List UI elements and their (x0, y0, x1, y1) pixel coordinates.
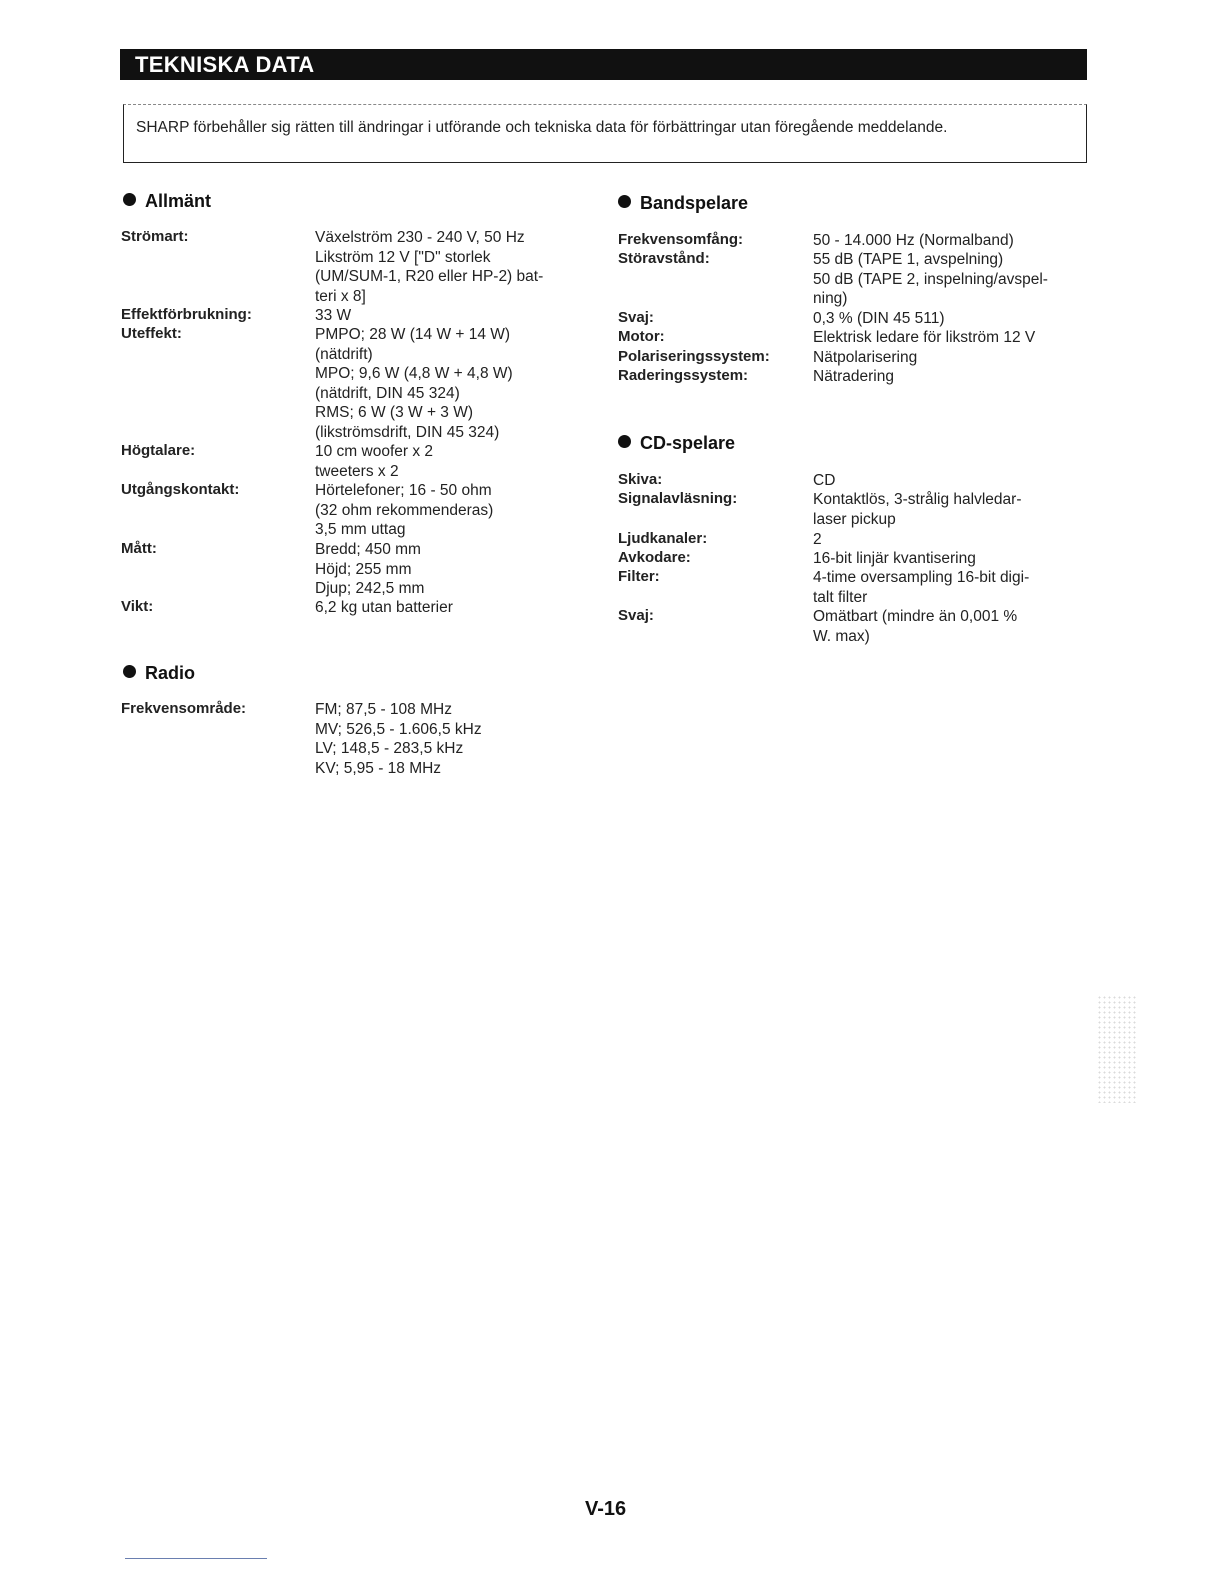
spec-line: 16-bit linjär kvantisering (813, 550, 976, 567)
spec-label: Utgångskontakt: (121, 481, 240, 498)
spec-value (813, 348, 917, 368)
spec-label: Polariseringssystem: (618, 348, 770, 365)
spec-line: talt filter (813, 588, 868, 606)
spec-line: MPO; 9,6 W (4,8 W + 4,8 W) (315, 365, 513, 382)
spec-line: FM; 87,5 - 108 MHz (315, 701, 452, 718)
spec-value (813, 471, 835, 491)
section-heading (618, 193, 748, 214)
spec-line: KV; 5,95 - 18 MHz (315, 759, 442, 777)
spec-label: Filter: (618, 568, 660, 585)
spec-line: W. max) (813, 627, 870, 645)
title-bar (120, 49, 1087, 80)
spec-label: Ljudkanaler: (618, 530, 708, 547)
spec-label: Svaj: (618, 607, 654, 624)
spec-label: Skiva: (618, 471, 663, 488)
spec-line: 55 dB (TAPE 1, avspelning) (813, 251, 1004, 268)
spec-line: 50 - 14.000 Hz (Normalband) (813, 232, 1014, 249)
spec-value (813, 490, 1022, 529)
spec-label: Högtalare: (121, 442, 196, 459)
spec-label: Raderingssystem: (618, 367, 749, 384)
spec-line: Höjd; 255 mm (315, 560, 412, 578)
bullet-icon (123, 193, 136, 206)
spec-line: 6,2 kg utan batterier (315, 599, 453, 616)
spec-value (315, 700, 482, 778)
spec-label: Frekvensområde: (121, 700, 247, 717)
notice-text: SHARP förbehåller sig rätten till ändringar i utförande och tekniska data för förbättringar utan föregående meddelande. (136, 119, 948, 136)
spec-value (315, 442, 433, 481)
section-heading-text: CD-spelare (640, 433, 736, 453)
spec-line: (nätdrift, DIN 45 324) (315, 384, 460, 402)
spec-line: CD (813, 472, 836, 489)
section-heading-text: Allmänt (145, 191, 212, 211)
spec-value (813, 231, 1014, 251)
section-heading (123, 191, 211, 212)
spec-label: Strömart: (121, 228, 189, 245)
section-heading-text: Bandspelare (640, 193, 749, 213)
spec-line: MV; 526,5 - 1.606,5 kHz (315, 720, 482, 738)
spec-line: Likström 12 V ["D" storlek (315, 248, 491, 266)
spec-label: Vikt: (121, 598, 154, 615)
bullet-icon (618, 435, 631, 448)
footer-line (125, 1558, 267, 1559)
spec-label: Effektförbrukning: (121, 306, 252, 323)
spec-line: Elektrisk ledare för likström 12 V (813, 329, 1036, 346)
spec-label: Motor: (618, 328, 665, 345)
spec-label: Uteffekt: (121, 325, 182, 342)
spec-line: (nätdrift) (315, 345, 373, 363)
spec-value (813, 607, 1017, 646)
spec-value (813, 309, 945, 329)
spec-label: Svaj: (618, 309, 654, 326)
page-number: V-16 (585, 1498, 627, 1520)
spec-line: laser pickup (813, 510, 896, 528)
spec-line: Nätpolarisering (813, 349, 918, 366)
section-heading (618, 433, 735, 454)
spec-value (813, 367, 894, 387)
spec-line: 10 cm woofer x 2 (315, 443, 434, 460)
spec-value (315, 598, 453, 618)
spec-line: (likströmsdrift, DIN 45 324) (315, 423, 500, 441)
spec-value (813, 549, 976, 569)
spec-label: Störavstånd: (618, 250, 710, 267)
notice-box (123, 104, 1087, 163)
spec-value (315, 306, 351, 326)
spec-label: Mått: (121, 540, 157, 557)
spec-line: Djup; 242,5 mm (315, 580, 425, 597)
spec-line: LV; 148,5 - 283,5 kHz (315, 740, 464, 757)
section-heading (123, 663, 195, 684)
spec-label: Avkodare: (618, 549, 691, 566)
spec-line: Kontaktlös, 3-strålig halvledar- (813, 491, 1022, 508)
spec-label: Frekvensomfång: (618, 231, 744, 248)
page-title: TEKNISKA DATA (135, 52, 315, 77)
spec-line: 3,5 mm uttag (315, 521, 406, 538)
spec-value (813, 328, 1035, 348)
spec-line: Bredd; 450 mm (315, 541, 421, 558)
spec-line: PMPO; 28 W (14 W + 14 W) (315, 326, 511, 343)
spec-value (813, 530, 822, 550)
spec-line: Växelström 230 - 240 V, 50 Hz (315, 229, 525, 246)
spec-line: ning) (813, 290, 848, 307)
spec-line: Nätradering (813, 368, 894, 385)
spec-line: RMS; 6 W (3 W + 3 W) (315, 404, 474, 421)
spec-line: Hörtelefoner; 16 - 50 ohm (315, 482, 492, 499)
spec-value (813, 568, 1029, 607)
edge-tab-marker (1097, 995, 1137, 1103)
spec-line: 2 (813, 531, 822, 548)
spec-line: tweeters x 2 (315, 462, 399, 480)
bullet-icon (123, 665, 136, 678)
spec-value (315, 540, 424, 599)
spec-line: 4-time oversampling 16-bit digi- (813, 569, 1030, 586)
spec-line: 50 dB (TAPE 2, inspelning/avspel- (813, 270, 1048, 288)
spec-line: (UM/SUM-1, R20 eller HP-2) bat- (315, 268, 544, 285)
spec-line: (32 ohm rekommenderas) (315, 501, 494, 519)
bullet-icon (618, 195, 631, 208)
section-heading-text: Radio (145, 663, 196, 683)
spec-value (315, 481, 493, 540)
spec-line: 33 W (315, 307, 352, 324)
spec-line: Omätbart (mindre än 0,001 % (813, 608, 1018, 625)
spec-label: Signalavläsning: (618, 490, 738, 507)
spec-line: teri x 8] (315, 287, 366, 305)
spec-value (315, 228, 543, 306)
spec-line: 0,3 % (DIN 45 511) (813, 310, 945, 327)
spec-value (813, 250, 1048, 309)
spec-value (315, 325, 513, 442)
